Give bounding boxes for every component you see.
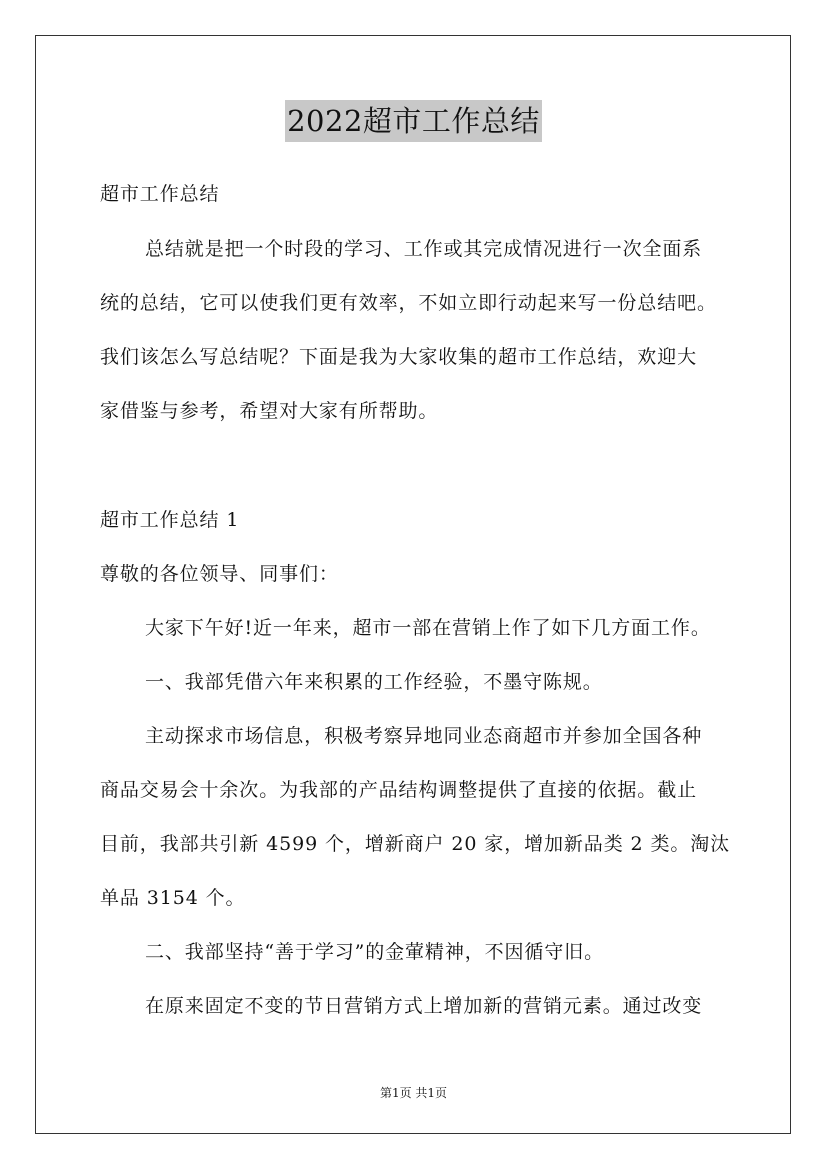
subtitle: 超市工作总结 — [100, 183, 220, 205]
title-wrap — [0, 100, 827, 142]
body-line-8: 在原来固定不变的节日营销方式上增加新的营销元素。通过改变 — [145, 995, 703, 1017]
intro-line-4: 家借鉴与参考，希望对大家有所帮助。 — [100, 400, 439, 422]
body-line-2: 一、我部凭借六年来积累的工作经验，不墨守陈规。 — [145, 671, 603, 693]
body-line-7: 二、我部坚持“善于学习”的金葷精神，不因循守旧。 — [145, 941, 605, 963]
salutation: 尊敬的各位领导、同事们： — [100, 563, 339, 585]
body-line-4: 商品交易会十余次。为我部的产品结构调整提供了直接的依据。截止 — [100, 779, 698, 801]
body-line-6: 单品 3154 个。 — [100, 887, 246, 909]
page-footer: 第1页 共1页 — [379, 1086, 448, 1100]
document-title: 2022超市工作总结 — [285, 100, 542, 142]
intro-line-2: 统的总结，它可以使我们更有效率，不如立即行动起来写一份总结吧。 — [100, 292, 717, 314]
body-line-1: 大家下午好!近一年来，超市一部在营销上作了如下几方面工作。 — [145, 617, 711, 639]
body-line-5: 目前，我部共引新 4599 个，增新商户 20 家，增加新品类 2 类。淘汰 — [100, 833, 731, 855]
body-line-3: 主动探求市场信息，积极考察异地同业态商超市并参加全国各种 — [145, 725, 703, 747]
intro-line-3: 我们该怎么写总结呢？下面是我为大家收集的超市工作总结，欢迎大 — [100, 346, 698, 368]
intro-line-1: 总结就是把一个时段的学习、工作或其完成情况进行一次全面系 — [145, 238, 703, 260]
section-heading: 超市工作总结 1 — [100, 509, 240, 531]
